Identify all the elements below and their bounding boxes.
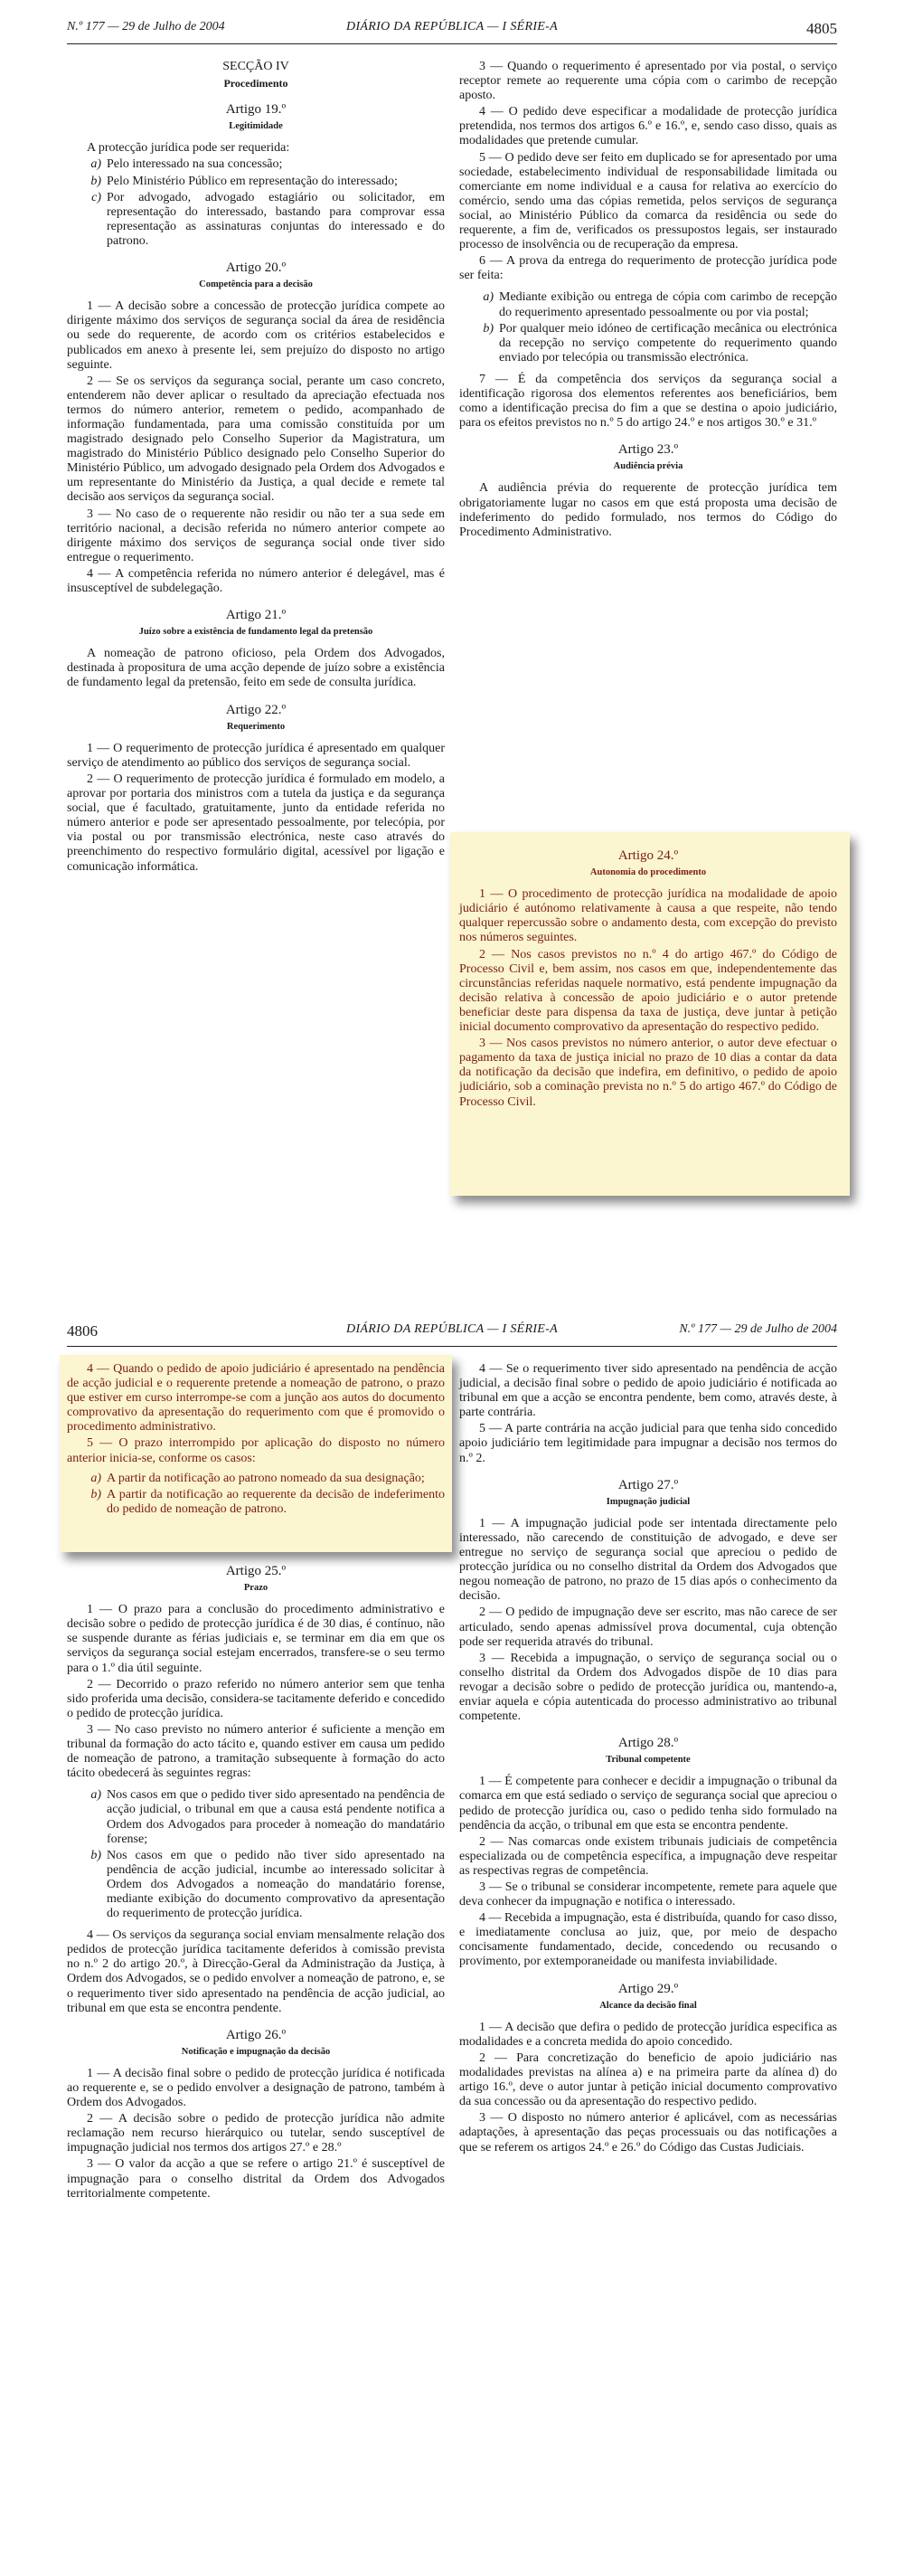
paragraph: 3 — O disposto no número anterior é aplicável, com as necessárias adaptações, à apresentação das peças processuais ou das notificações a que se referem os artigos 24.º e 26.º do Código das Custas Judiciais. — [459, 2111, 837, 2155]
article-19-intro: A protecção jurídica pode ser requerida: — [87, 141, 290, 156]
header-page-number: 4805 — [806, 20, 837, 37]
list-item: a) A partir da notificação ao patrono nomeado da sua designação; — [90, 1471, 425, 1485]
paragraph: 5 — O pedido deve ser feito em duplicado se for apresentado por uma sociedade, estabelecimento individual de responsabilidade limitada ou comerciante em nome individual e a causa for relativa ao exercício do comércio, sendo uma das cópias remetida, pelos serviços de segurança social, ao Ministério Público da comarca da residência ou sede do requerente, a fim de, verificados os pressupostos legais, ser instaurado processo de insolvência ou de recuperação da empresa. — [459, 150, 837, 252]
page-header — [67, 1322, 837, 1340]
header-issue: N.º 177 — 29 de Julho de 2004 — [679, 1322, 837, 1336]
paragraph: 2 — A decisão sobre o pedido de protecção jurídica não admite reclamação nem recurso hierárquico ou tutelar, sendo susceptível de impugnação judicial nos termos dos artigos 27.º e 28.º — [67, 2112, 445, 2155]
article-19-title: Artigo 19.º — [225, 102, 287, 118]
paragraph: 1 — A decisão que defira o pedido de protecção jurídica especifica as modalidades e a concreta medida do apoio concedido. — [459, 2020, 837, 2049]
paragraph: 1 — É competente para conhecer e decidir a impugnação o tribunal da comarca em que está sediado o serviço de segurança social que apreciou o pedido de protecção jurídica ou, caso o pedido tenha sido formulado na pendência da acção, o tribunal em que esta se encontra pendente. — [459, 1775, 837, 1833]
article-23-title: Artigo 23.º — [617, 442, 679, 458]
header-journal-title: DIÁRIO DA REPÚBLICA — I SÉRIE-A — [346, 1322, 558, 1336]
article-29-title: Artigo 29.º — [617, 1981, 679, 1996]
header-page-number: 4806 — [67, 1322, 98, 1340]
paragraph: 2 — Para concretização do beneficio de apoio judiciário nas modalidades previstas na alínea a) e na primeira parte da alínea d) do artigo 16.º, deve o autor juntar à petição inicial documento comprovativo da sua concessão ou da apresentação do respectivo pedido. — [459, 2050, 837, 2109]
paragraph: 3 — No caso previsto no número anterior é suficiente a menção em tribunal da formação do acto tácito e, quando estiver em causa um pedido de nomeação de patrono, a tramitação subsequente à formação do acto tácito obedecerá às seguintes regras: — [67, 1722, 445, 1781]
section-heading: SECÇÃO IV — [222, 60, 289, 73]
paragraph: 2 — O requerimento de protecção jurídica é formulado em modelo, a aprovar por portaria dos ministros com a tutela da justiça e da segurança social, que é facultado, gratuitamente, junto da entidade referida no número anterior e pode ser apresentado pessoalmente, por telecópia, por via postal ou por transmissão electrónica, neste caso através do preenchimento do respectivo formulário digital, acessível por ligação e comunicação informática. — [67, 772, 445, 874]
list-item: b) Por qualquer meio idóneo de certificação mecânica ou electrónica da recepção no serviço competente do requerimento quando enviado por telecópia ou transmissão electrónica. — [483, 321, 837, 365]
left-column — [67, 60, 445, 876]
article-28-subtitle: Tribunal competente — [606, 1755, 691, 1766]
article-27-title: Artigo 27.º — [617, 1477, 679, 1492]
article-24-continued — [67, 1362, 445, 1519]
article-25-subtitle: Prazo — [243, 1583, 268, 1594]
header-rule — [67, 43, 837, 44]
paragraph: A audiência prévia do requerente de protecção jurídica tem obrigatoriamente lugar no casos em que está proposta uma decisão de indeferimento do pedido formulado, nos termos do Código do Procedimento Administrativo. — [459, 481, 837, 539]
article-23-subtitle: Audiência prévia — [613, 461, 683, 472]
paragraph: 4 — Os serviços da segurança social enviam mensalmente relação dos pedidos de protecção jurídica tacitamente deferidos à comissão prevista no n.º 2 do artigo 20.º, à Direcção-Geral da Administração da Justiça, à Ordem dos Advogados, se o pedido envolver a nomeação de patrono, e, se o requerimento tiver sido apresentado na pendência de acção judicial, ao tribunal em que esta se encontra pendente. — [67, 1928, 445, 2015]
article-24-title: Artigo 24.º — [617, 848, 679, 863]
article-20-subtitle: Competência para a decisão — [199, 279, 313, 290]
paragraph: 3 — Quando o requerimento é apresentado por via postal, o serviço receptor remete ao requerente uma cópia com o carimbo de recepção aposto. — [459, 60, 837, 103]
paragraph: 2 — Nas comarcas onde existem tribunais judiciais de competência especializada ou de competência específica, a impugnação deve respeitar as respectivas regras de competência. — [459, 1834, 837, 1878]
article-28-title: Artigo 28.º — [617, 1736, 679, 1751]
paragraph: 4 — Recebida a impugnação, esta é distribuída, quando for caso disso, e imediatamente conclusa ao juiz, que, por meio de despacho concisamente fundamentado, decide, concedendo ou recusando o provimento, por extemporaneidade ou manifesta inviabilidade. — [459, 1911, 837, 1969]
article-24-subtitle: Autonomia do procedimento — [589, 867, 707, 878]
article-21-title: Artigo 21.º — [225, 608, 287, 623]
paragraph: 3 — No caso de o requerente não residir ou não ter a sua sede em território nacional, a decisão referida no número anterior compete ao dirigente máximo dos serviços de segurança social onde tiver sido entregue o requerimento. — [67, 507, 445, 564]
right-column — [459, 60, 837, 542]
right-column — [459, 1362, 837, 2157]
article-21-subtitle: Juízo sobre a existência de fundamento legal da pretensão — [138, 627, 373, 638]
page-4806 — [0, 1302, 904, 2576]
paragraph: 1 — O procedimento de protecção jurídica na modalidade de apoio judiciário é autónomo relativamente à causa a que respeite, não tendo qualquer repercussão sobre o andamento desta, com excepção do previsto nos números seguintes. — [459, 887, 837, 945]
article-27-subtitle: Impugnação judicial — [606, 1496, 691, 1507]
paragraph: 3 — Se o tribunal se considerar incompetente, remete para aquele que deva conhecer da impugnação e notifica o interessado. — [459, 1880, 837, 1909]
article-24-block — [459, 848, 837, 1112]
header-rule — [67, 1346, 837, 1347]
paragraph: 1 — A impugnação judicial pode ser intentada directamente pelo interessado, não carecendo de constituição de advogado, e deve ser entregue no serviço de segurança social que apreciou o pedido de protecção jurídica ou no conselho distrital da Ordem dos Advogados que negou nomeação de patrono, no prazo de 15 dias após o conhecimento da decisão. — [459, 1516, 837, 1604]
list-item: b) A partir da notificação ao requerente da decisão de indeferimento do pedido de nomeação de patrono. — [90, 1487, 445, 1516]
list-item: a) Nos casos em que o pedido tiver sido apresentado na pendência de acção judicial, o tribunal em que a causa está pendente notifica a Ordem dos Advogados para proceder à nomeação do mandatário forense; — [90, 1788, 445, 1846]
list-item: a) Mediante exibição ou entrega de cópia com carimbo de recepção do requerimento apresentado pessoalmente ou por via postal; — [483, 290, 837, 319]
list-item: a) Pelo interessado na sua concessão; — [90, 157, 283, 172]
paragraph: 3 — Recebida a impugnação, o serviço de segurança social ou o conselho distrital da Ordem dos Advogados dispõe de 10 dias para revogar a decisão sobre o pedido de protecção jurídica ou, mantendo-a, enviar aquela e cópia autenticada do processo administrativo ao tribunal competente. — [459, 1651, 837, 1724]
paragraph: 3 — O valor da acção a que se refere o artigo 21.º é susceptível de impugnação para o conselho distrital da Ordem dos Advogados territorialmente competente. — [67, 2157, 445, 2201]
article-29-subtitle: Alcance da decisão final — [599, 2000, 697, 2011]
paragraph: A nomeação de patrono oficioso, pela Ordem dos Advogados, destinada à propositura de uma acção depende de juízo sobre a existência de fundamento legal da pretensão, feito em sede de consulta jurídica. — [67, 647, 445, 690]
paragraph: 2 — Decorrido o prazo referido no número anterior sem que tenha sido proferida uma decisão, considera-se tacitamente deferido e concedido o pedido de protecção jurídica. — [67, 1677, 445, 1720]
article-25-title: Artigo 25.º — [225, 1564, 287, 1578]
header-issue: N.º 177 — 29 de Julho de 2004 — [67, 20, 225, 33]
paragraph: 4 — Se o requerimento tiver sido apresentado na pendência de acção judicial, a decisão final sobre o pedido de apoio judiciário é notificada ao tribunal em que a acção se encontra pendente, bem como, através deste, à parte contrária. — [459, 1362, 837, 1420]
paragraph: 1 — O requerimento de protecção jurídica é apresentado em qualquer serviço de atendimento ao público dos serviços de segurança social. — [67, 741, 445, 770]
article-26-subtitle: Notificação e impugnação da decisão — [181, 2046, 331, 2057]
paragraph: 2 — O pedido de impugnação deve ser escrito, mas não carece de ser articulado, sendo apenas admissível prova documental, cuja obtenção pode ser requerida através do tribunal. — [459, 1605, 837, 1649]
paragraph: 2 — Se os serviços da segurança social, perante um caso concreto, entenderem não dever aplicar o resultado da apreciação efectuada nos termos do número anterior, remetem o pedido, acompanhado de informação fundamentada, para uma comissão constituída por um magistrado designado pelo Conselho Superior da Magistratura, um magistrado do Ministério Público designado pelo Conselho Superior do Ministério Público, um advogado designado pela Ordem dos Advogados e um representante do Ministério da Justiça, a qual decide e remete tal decisão aos serviços da segurança social. — [67, 374, 445, 505]
left-column — [67, 1552, 445, 2203]
paragraph: 4 — A competência referida no número anterior é delegável, mas é insusceptível de subdelegação. — [67, 566, 445, 595]
section-title: Procedimento — [223, 77, 288, 90]
header-journal-title: DIÁRIO DA REPÚBLICA — I SÉRIE-A — [346, 20, 558, 33]
list-item: b) Nos casos em que o pedido não tiver sido apresentado na pendência de acção judicial, incumbe ao interessado solicitar à Ordem dos Advogados a nomeação do mandatário forense, mediante exibição do documento comprovativo da apresentação do requerimento de protecção jurídica. — [90, 1848, 445, 1921]
list-item: b) Pelo Ministério Público em representação do interessado; — [90, 174, 398, 188]
paragraph: 7 — É da competência dos serviços da segurança social a identificação rigorosa dos elementos referentes aos beneficiários, bem como a identificação precisa do fim a que se destina o apoio judiciário, para os efeitos previstos no n.º 5 do artigo 24.º e nos artigos 30.º e 31.º — [459, 372, 837, 431]
paragraph: 1 — A decisão final sobre o pedido de protecção jurídica é notificada ao requerente e, se o pedido envolver a designação de patrono, também à Ordem dos Advogados. — [67, 2066, 445, 2110]
paragraph: 1 — A decisão sobre a concessão de protecção jurídica compete ao dirigente máximo dos serviços de segurança social da área de residência ou sede do requerente, de acordo com os critérios estabelecidos e publicados em anexo à presente lei, sem prejuízo do disposto no artigo seguinte. — [67, 299, 445, 372]
page-header — [67, 20, 837, 38]
paragraph: 4 — Quando o pedido de apoio judiciário é apresentado na pendência de acção judicial e o requerente pretende a nomeação de patrono, o prazo que estiver em curso interrompe-se com a junção aos autos do documento comprovativo da apresentação do requerimento com que é promovido o procedimento administrativo. — [67, 1362, 445, 1435]
paragraph: 3 — Nos casos previstos no número anterior, o autor deve efectuar o pagamento da taxa de justiça inicial no prazo de 10 dias a contar da data da notificação da decisão que indefira, em definitivo, o pedido de apoio judiciário, sob a cominação prevista no n.º 5 do artigo 467.º do Código de Processo Civil. — [459, 1037, 837, 1109]
paragraph: 1 — O prazo para a conclusão do procedimento administrativo e decisão sobre o pedido de protecção jurídica é de 30 dias, é contínuo, não se suspende durante as férias judiciais e, se terminar em dia em que os serviços da segurança social estejam encerrados, transfere-se o seu termo para o 1.º dia útil seguinte. — [67, 1603, 445, 1675]
paragraph: 5 — A parte contrária na acção judicial para que tenha sido concedido apoio judiciário tem legitimidade para impugnar a decisão nos termos do n.º 2. — [459, 1422, 837, 1465]
article-19-subtitle: Legitimidade — [229, 121, 283, 132]
article-26-title: Artigo 26.º — [225, 2027, 287, 2042]
article-20-title: Artigo 20.º — [225, 260, 287, 276]
paragraph: 6 — A prova da entrega do requerimento de protecção jurídica pode ser feita: — [459, 254, 837, 283]
paragraph: 5 — O prazo interrompido por aplicação do disposto no número anterior inicia-se, conforme os casos: — [67, 1436, 445, 1465]
list-item: c) Por advogado, advogado estagiário ou solicitador, em representação do interessado, bastando para comprovar essa representação as assinaturas conjuntas do interessado e do patrono. — [91, 190, 445, 248]
paragraph: 4 — O pedido deve especificar a modalidade de protecção jurídica pretendida, nos termos dos artigos 6.º e 16.º, e, sendo caso disso, quais as modalidades que pretende cumular. — [459, 105, 837, 148]
article-22-subtitle: Requerimento — [226, 721, 286, 732]
page-4805 — [0, 0, 904, 1257]
paragraph: 2 — Nos casos previstos no n.º 4 do artigo 467.º do Código de Processo Civil e, bem assim, nos casos em que, independentemente das circunstâncias referidas naquele normativo, está pendente impugnação da decisão relativa à concessão de apoio judiciário e o autor pretende beneficiar deste para dispensa da taxa de justiça, deve juntar à petição inicial documento comprovativo da apresentação do respectivo pedido. — [459, 947, 837, 1035]
article-22-title: Artigo 22.º — [225, 702, 287, 717]
